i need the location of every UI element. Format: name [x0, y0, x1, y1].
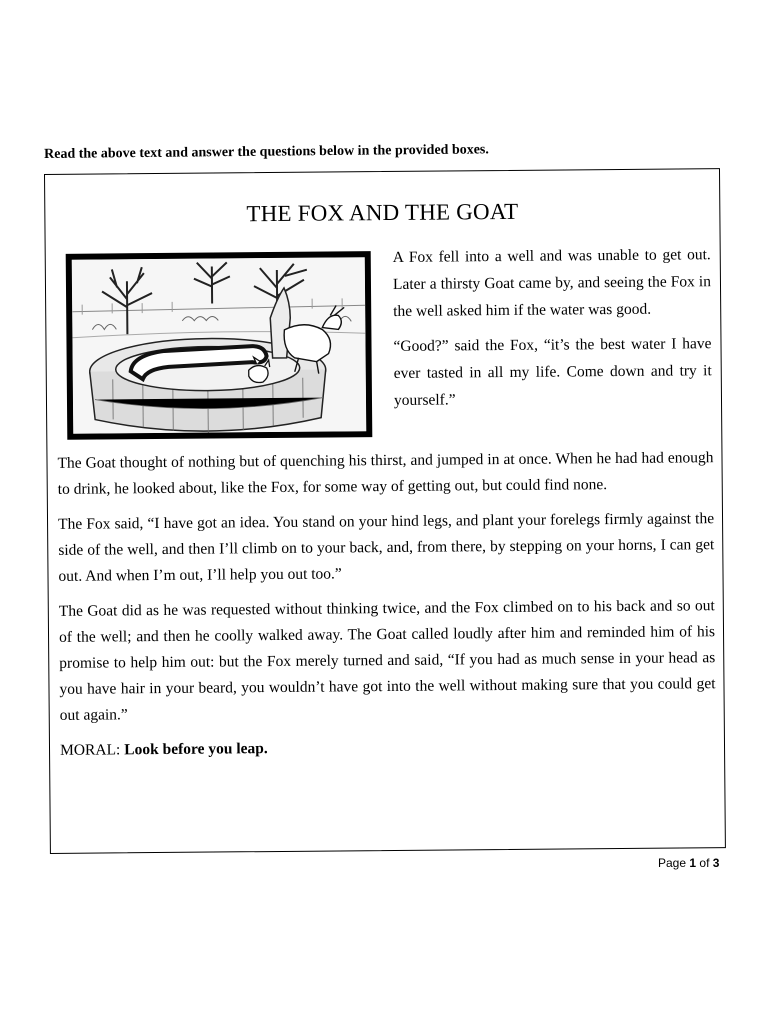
story-box: [44, 168, 726, 854]
story-paragraph: The Fox said, “I have got an idea. You stand on your hind legs, and plant your forelegs firmly against the side of the well, and then I’ll climb on to your back, and, from there, by stepping on your horns, I can get out. And when I’m out, I’ll help you out too.”: [57, 510, 715, 585]
story-body: [57, 445, 716, 773]
story-paragraph: “Good?” said the Fox, “it’s the best water I have ever tasted in all my life. Come down and try it yourself.”: [393, 335, 712, 409]
page-prefix: Page: [658, 856, 687, 870]
page-of: of: [699, 856, 710, 870]
page-number: [658, 856, 719, 870]
intro-column: [393, 241, 713, 422]
story-paragraph: The Goat did as he was requested without thinking twice, and the Fox climbed on to his back and so out of the well; and then he coolly walked away. The Goat called loudly after him and reminded him of his promise to help him out: but the Fox merely turned and said, “If you had as much sense in your head as you have hair in your beard, you wouldn’t have got into the well without making sure that you could get out again.”: [58, 597, 716, 724]
story-title: THE FOX AND THE GOAT: [246, 198, 519, 227]
instruction-text: Read the above text and answer the questions below in the provided boxes.: [44, 142, 489, 162]
moral-label: MORAL:: [59, 741, 121, 759]
moral-text: Look before you leap.: [124, 740, 268, 759]
well-illustration: [66, 251, 373, 440]
story-paragraph: A Fox fell into a well and was unable to get out. Later a thirsty Goat came by, and seeing the Fox in the well asked him if the water was good.: [392, 246, 712, 320]
moral-line: [60, 732, 716, 764]
story-paragraph: The Goat thought of nothing but of quenching his thirst, and jumped in at once. When he had had enough to drink, he looked about, like the Fox, for some way of getting out, but could find none.: [57, 449, 714, 498]
well-scene-image: [72, 257, 367, 434]
page-total: 3: [712, 856, 720, 870]
page-current: 1: [689, 856, 697, 870]
